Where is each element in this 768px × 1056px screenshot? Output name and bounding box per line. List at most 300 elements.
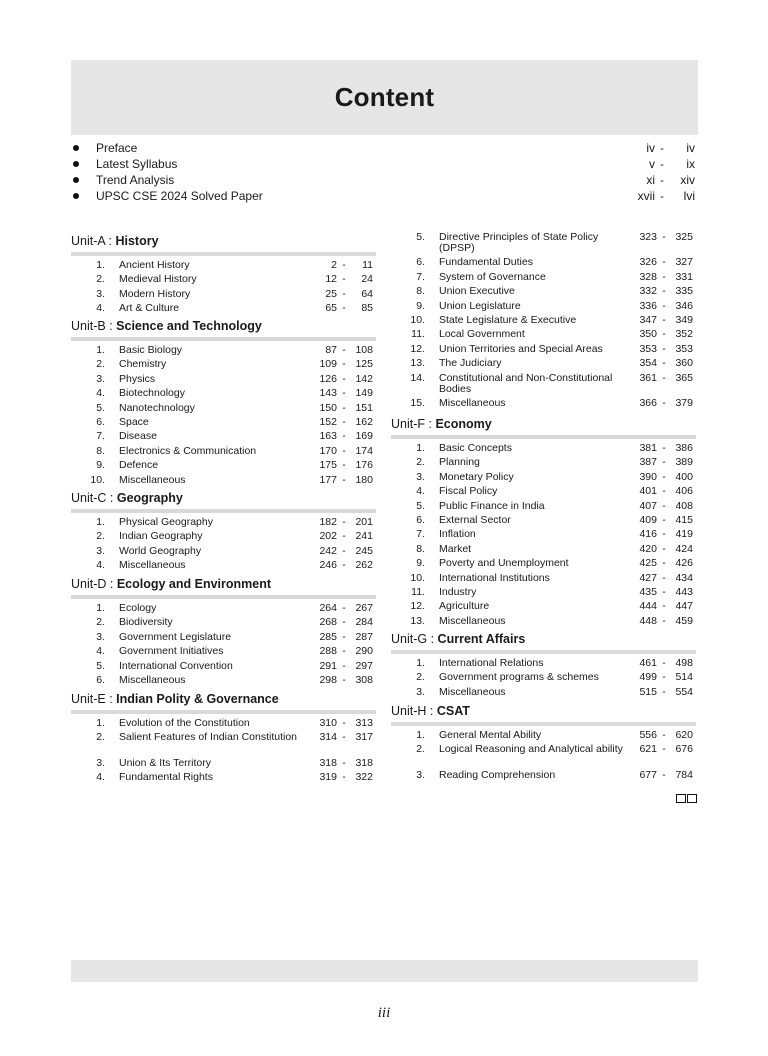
item-label: Poverty and Unemployment [439,557,569,570]
item-label: Physics [119,372,156,385]
item-page-to: 297 [355,659,373,672]
item-page-from: 556 [639,729,657,741]
unit-heading [391,631,696,648]
unit-heading [71,233,376,250]
item-number: 8. [416,542,425,555]
page-range-dash: - [660,141,664,155]
item-page-from: 288 [319,645,337,658]
bullet-icon [73,145,79,151]
item-label: Union Territories and Special Areas [439,342,603,355]
item-label: State Legislature & Executive [439,313,577,326]
toc-item[interactable] [391,257,696,271]
item-page-to: 389 [675,456,693,469]
page-range-dash: - [342,302,346,315]
item-page-from: 435 [639,585,657,598]
toc-item[interactable] [391,544,696,558]
item-number: 12. [410,342,425,355]
item-number: 3. [96,756,105,769]
item-page-from: 461 [639,657,657,669]
item-page-to: 360 [675,357,693,370]
item-page-from: 268 [319,616,337,629]
item-label: Union & Its Territory [119,756,212,769]
item-page-from: 298 [319,673,337,686]
item-page-from: 182 [319,516,337,528]
page-range-dash: - [342,273,346,286]
page-range-dash: - [662,499,666,512]
prelim-page-from: v [649,157,655,171]
toc-item[interactable] [71,675,376,689]
page-range-dash: - [662,485,666,498]
item-page-from: 326 [639,256,657,269]
item-label: Evolution of the Constitution [119,717,250,729]
toc-item[interactable] [71,732,376,757]
item-page-from: 246 [319,559,337,572]
toc-item[interactable] [71,546,376,560]
item-page-to: 784 [675,768,693,781]
page-range-dash: - [662,456,666,469]
item-page-to: 162 [355,415,373,428]
item-page-to: 322 [355,771,373,784]
item-page-from: 126 [319,372,337,385]
prelim-row[interactable] [71,140,698,156]
item-number: 1. [96,344,105,356]
unit-section [391,416,696,630]
page-range-dash: - [662,285,666,298]
item-page-from: 515 [639,685,657,698]
end-mark-icon [676,794,698,803]
unit-heading [71,490,376,507]
item-number: 1. [96,259,105,271]
item-number: 3. [96,372,105,385]
prelim-page-to: iv [686,141,695,155]
item-page-to: 180 [355,473,373,486]
item-page-to: 434 [675,571,693,584]
item-page-to: 262 [355,559,373,572]
toc-item[interactable] [71,260,376,274]
toc-item[interactable] [71,632,376,646]
item-number: 5. [416,499,425,512]
page-range-dash: - [662,371,666,384]
item-number: 7. [416,270,425,283]
item-number: 4. [96,559,105,572]
bullet-icon [73,193,79,199]
item-label: Physical Geography [119,516,213,528]
toc-item[interactable] [71,758,376,772]
toc-item[interactable] [391,486,696,500]
item-label: Logical Reasoning and Analytical ability [439,743,623,756]
item-page-from: 366 [639,396,657,409]
item-label: Fundamental Rights [119,771,213,784]
item-page-to: 142 [355,372,373,385]
page-range-dash: - [342,387,346,400]
item-number: 2. [96,358,105,371]
toc-item[interactable] [391,744,696,769]
item-label: Public Finance in India [439,499,545,512]
toc-item[interactable] [71,718,376,732]
unit-heading [71,576,376,593]
toc-item[interactable] [391,272,696,286]
item-label: Industry [439,585,477,598]
item-page-from: 177 [319,473,337,486]
bullet-icon [73,177,79,183]
unit-name: Geography [116,491,183,505]
page-range-dash: - [342,444,346,457]
item-label: Miscellaneous [439,614,506,627]
item-label: Inflation [439,528,476,541]
page-range-dash: - [342,401,346,414]
unit-prefix: Unit-E : [71,692,117,706]
item-page-to: 318 [355,756,373,769]
item-page-to: 201 [355,516,373,528]
item-number: 14. [410,371,425,384]
toc-item[interactable] [391,232,696,257]
toc-item[interactable] [71,345,376,359]
item-page-to: 108 [355,344,373,356]
item-label: Miscellaneous [119,559,186,572]
item-label: Miscellaneous [439,396,506,409]
item-label: The Judiciary [439,357,502,370]
item-page-to: 24 [361,273,373,286]
item-label: Directive Principles of State Policy (DPSP) [439,231,599,254]
item-number: 6. [96,415,105,428]
toc-item[interactable] [391,558,696,572]
item-number: 10. [90,473,105,486]
unit-divider [71,252,376,256]
toc-item[interactable] [71,417,376,431]
item-page-from: 65 [325,302,337,315]
unit-name: Ecology and Environment [116,577,272,591]
toc-item[interactable] [391,730,696,744]
item-label: Agriculture [439,600,490,613]
unit-section [71,576,376,689]
item-number: 5. [96,659,105,672]
item-page-to: 125 [355,358,373,371]
item-page-to: 349 [675,313,693,326]
item-page-to: 459 [675,614,693,627]
toc-item[interactable] [391,358,696,372]
item-page-from: 677 [639,768,657,781]
page-range-dash: - [342,659,346,672]
page-range-dash: - [662,528,666,541]
toc-item[interactable] [391,587,696,601]
page-range-dash: - [662,342,666,355]
item-label: Biotechnology [119,387,185,400]
page-range-dash: - [660,173,664,187]
item-label: Space [119,415,149,428]
item-page-to: 443 [675,585,693,598]
toc-item[interactable] [391,344,696,358]
toc-item[interactable] [71,446,376,460]
item-page-from: 387 [639,456,657,469]
item-page-to: 426 [675,557,693,570]
item-page-from: 328 [639,270,657,283]
unit-section [71,318,376,489]
item-page-to: 514 [675,671,693,684]
toc-item[interactable] [71,359,376,373]
item-page-to: 408 [675,499,693,512]
toc-item[interactable] [391,457,696,471]
page-range-dash: - [662,256,666,269]
item-label: Reading Comprehension [439,768,556,781]
unit-name: History [115,234,159,248]
item-page-from: 310 [319,717,337,729]
prelim-label: Trend Analysis [96,173,175,187]
page-range-dash: - [662,585,666,598]
unit-name: Science and Technology [116,319,262,333]
item-page-from: 444 [639,600,657,613]
toc-item[interactable] [71,289,376,303]
item-label: Nanotechnology [119,401,195,414]
item-number: 13. [410,614,425,627]
unit-divider [71,337,376,341]
toc-item[interactable] [71,374,376,388]
item-page-from: 390 [639,470,657,483]
item-label: Basic Concepts [439,442,512,454]
item-label: Defence [119,459,159,472]
item-label: Fundamental Duties [439,256,533,269]
item-label: Ecology [119,602,157,614]
toc-item[interactable] [391,770,696,784]
toc-item[interactable] [71,431,376,445]
page-number: iii [377,1005,391,1021]
item-page-from: 416 [639,528,657,541]
page-range-dash: - [662,671,666,684]
item-page-from: 420 [639,542,657,555]
item-page-from: 163 [319,430,337,443]
page-range-dash: - [342,673,346,686]
item-number: 1. [96,516,105,528]
toc-item[interactable] [71,303,376,317]
item-page-to: 287 [355,630,373,643]
unit-prefix: Unit-A : [71,234,116,248]
toc-item[interactable] [391,315,696,329]
item-number: 9. [416,299,425,312]
toc-item[interactable] [391,601,696,615]
item-page-from: 150 [319,401,337,414]
footer-band [71,960,698,982]
item-page-to: 620 [675,729,693,741]
page-range-dash: - [342,358,346,371]
toc-item[interactable] [391,472,696,486]
unit-divider [71,509,376,513]
item-page-from: 347 [639,313,657,326]
item-page-to: 365 [675,371,693,384]
item-label: Miscellaneous [119,673,186,686]
toc-item[interactable] [71,475,376,489]
item-page-to: 676 [675,743,693,756]
item-label: Fiscal Policy [439,485,498,498]
item-number: 3. [96,287,105,300]
toc-item[interactable] [391,443,696,457]
item-page-from: 87 [325,344,337,356]
unit-prefix: Unit-B : [71,319,117,333]
unit-heading [391,703,696,720]
item-page-from: 336 [639,299,657,312]
item-number: 4. [416,485,425,498]
item-number: 6. [416,513,425,526]
page-range-dash: - [662,768,666,781]
unit-name: CSAT [436,704,470,718]
item-number: 15. [410,396,425,409]
unit-section [391,232,696,412]
item-number: 2. [416,671,425,684]
toc-item[interactable] [71,772,376,786]
item-number: 8. [96,444,105,457]
unit-name: Current Affairs [437,632,526,646]
item-page-to: 498 [675,657,693,669]
page-range-dash: - [662,571,666,584]
toc-item[interactable] [71,388,376,402]
page-range-dash: - [342,771,346,784]
item-number: 3. [416,685,425,698]
toc-item[interactable] [71,560,376,574]
page-range-dash: - [662,557,666,570]
item-page-to: 317 [355,731,373,744]
toc-item[interactable] [391,658,696,672]
item-page-from: 285 [319,630,337,643]
item-label: International Institutions [439,571,550,584]
item-number: 4. [96,387,105,400]
item-label: Government Legislature [119,630,232,643]
toc-item[interactable] [391,672,696,686]
page-range-dash: - [662,357,666,370]
toc-item[interactable] [71,460,376,474]
unit-heading [391,416,696,433]
item-page-to: 325 [675,231,693,243]
item-label: System of Governance [439,270,546,283]
unit-section [71,490,376,575]
page-range-dash: - [342,544,346,557]
toc-item[interactable] [391,501,696,515]
item-page-from: 202 [319,530,337,543]
unit-section [71,233,376,318]
toc-item[interactable] [71,517,376,531]
unit-prefix: Unit-D : [71,577,117,591]
item-page-from: 12 [325,273,337,286]
page-range-dash: - [342,630,346,643]
page-range-dash: - [662,657,666,669]
toc-item[interactable] [71,603,376,617]
item-page-to: 290 [355,645,373,658]
item-page-to: 379 [675,396,693,409]
item-page-to: 353 [675,342,693,355]
item-label: Chemistry [119,358,167,371]
page-range-dash: - [662,513,666,526]
item-number: 1. [416,442,425,454]
toc-item[interactable] [71,661,376,675]
toc-item[interactable] [391,687,696,701]
toc-item[interactable] [391,329,696,343]
prelim-label: Latest Syllabus [96,157,178,171]
item-page-from: 319 [319,771,337,784]
item-page-from: 152 [319,415,337,428]
item-page-from: 381 [639,442,657,454]
item-number: 5. [96,401,105,414]
prelim-row[interactable] [71,188,698,204]
prelim-row[interactable] [71,172,698,188]
item-number: 5. [416,231,425,243]
toc-item[interactable] [71,531,376,545]
page-range-dash: - [342,287,346,300]
toc-item[interactable] [391,573,696,587]
page-range-dash: - [342,602,346,614]
toc-item[interactable] [391,286,696,300]
item-page-from: 621 [639,743,657,756]
item-number: 8. [416,285,425,298]
page-range-dash: - [662,328,666,341]
item-label: Modern History [119,287,191,300]
toc-item[interactable] [71,617,376,631]
item-label: Miscellaneous [119,473,186,486]
item-page-from: 499 [639,671,657,684]
unit-heading [71,691,376,708]
item-number: 6. [96,673,105,686]
item-number: 2. [416,743,425,756]
unit-prefix: Unit-H : [391,704,437,718]
toc-item[interactable] [391,616,696,630]
item-number: 11. [411,328,425,341]
item-page-from: 427 [639,571,657,584]
toc-item[interactable] [391,529,696,543]
toc-item[interactable] [391,301,696,315]
prelim-page-from: xi [646,173,655,187]
item-page-from: 323 [639,231,657,243]
item-number: 6. [416,256,425,269]
page-range-dash: - [662,470,666,483]
toc-item[interactable] [71,274,376,288]
page-range-dash: - [662,231,666,243]
item-label: Union Executive [439,285,515,298]
item-page-to: 11 [362,259,373,271]
item-label: Monetary Policy [439,470,514,483]
item-page-from: 332 [639,285,657,298]
item-page-from: 407 [639,499,657,512]
item-number: 4. [96,302,105,315]
toc-item[interactable] [391,373,696,398]
item-page-to: 327 [675,256,693,269]
item-page-to: 284 [355,616,373,629]
item-number: 2. [96,530,105,543]
item-label: Medieval History [119,273,197,286]
toc-item[interactable] [391,515,696,529]
header-band [71,60,698,135]
toc-item[interactable] [71,646,376,660]
prelim-page-from: xvii [637,189,655,203]
page-range-dash: - [342,473,346,486]
item-page-to: 386 [675,442,693,454]
unit-section [391,631,696,701]
item-number: 10. [410,313,425,326]
toc-item[interactable] [71,403,376,417]
item-page-to: 174 [355,444,373,457]
item-page-from: 170 [319,444,337,457]
item-page-to: 554 [675,685,693,698]
item-number: 9. [96,459,105,472]
item-label: Constitutional and Non-Constitutional Bodies [439,371,613,395]
page-title: Content [334,82,435,112]
toc-item[interactable] [391,398,696,412]
item-number: 3. [416,768,425,781]
item-page-to: 308 [355,673,373,686]
page-range-dash: - [662,313,666,326]
item-page-from: 361 [639,371,657,384]
item-page-to: 85 [361,302,373,315]
page-range-dash: - [342,645,346,658]
item-page-to: 419 [675,528,693,541]
item-number: 12. [410,600,425,613]
unit-divider [391,722,696,726]
prelim-row[interactable] [71,156,698,172]
